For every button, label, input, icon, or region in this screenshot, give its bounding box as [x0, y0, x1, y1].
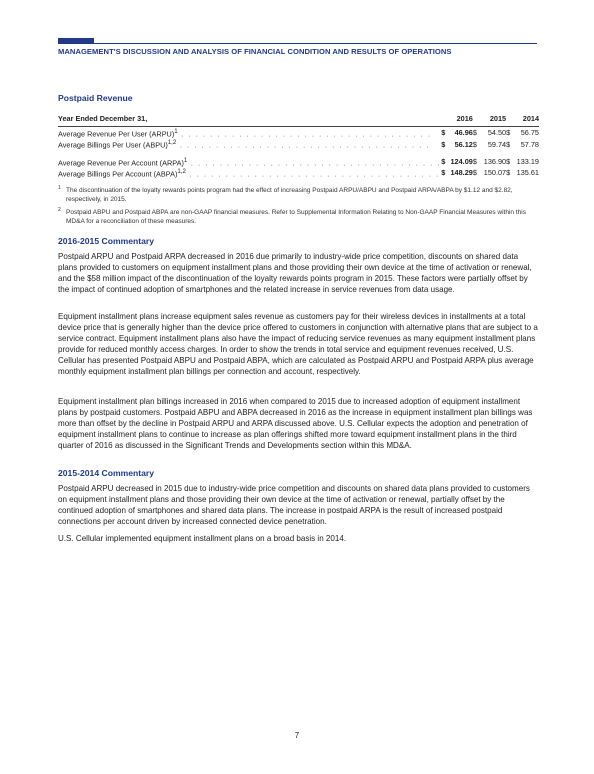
value-cell: 148.29 [450, 168, 473, 178]
currency-symbol: $ [506, 139, 511, 149]
table-row: Average Revenue Per Account (ARPA)$^1$ . . . . . . . . . . . . . . . . . . . . . . . . . . . . . . . . . . . $ 124.09 $ 136.90 $ 133.19 [58, 156, 539, 168]
value-cell: 57.78 [520, 139, 539, 149]
paragraph: Postpaid ARPU decreased in 2015 due to industry-wide price competition and discounts on shared data plans provided to customers on equipment installment plans and those providing their own device at the time of activation or renewal, partially offset by the continued adoption of smartphones and shared data plans. The increase in postpaid ARPA is the result of increased postpaid connections per account driven by increased connected device penetration. [58, 484, 530, 527]
row-label: Average Revenue Per Account (ARPA) [58, 158, 184, 168]
row-label: Average Revenue Per User (ARPU) [58, 129, 175, 139]
value-cell: 150.07 [483, 168, 507, 178]
currency-symbol: $ [472, 157, 477, 167]
currency-symbol: $ [441, 168, 446, 178]
paragraph: Postpaid ARPU and Postpaid ARPA decreased in 2016 due primarily to industry-wide price competition, discounts on shared data plans provided to customers on equipment installment plans and those providing their own device at the time of activation or renewal, and the $58 million impact of the discontinuation of the loyalty rewards points program in 2015. These factors were partially offset by the impact of continued adoption of smartphones and the related increase in service revenues from data usage. [58, 252, 532, 295]
year-header: 2016 [447, 112, 473, 127]
year-header: 2015 [479, 112, 507, 127]
footnote-text: The discontinuation of the loyalty rewards points program had the effect of increasing Postpaid ARPU/ABPU and Postpaid ARPA/ABPA by $1.12 and $2.82, respectively, in 2015. [66, 187, 513, 203]
footnote [58, 186, 538, 204]
footnote-text: Postpaid ABPU and Postpaid ABPA are non-GAAP financial measures. Refer to Supplemental Information Relating to Non-GAAP Financial Measures within this MD&A for a reconciliation of these measures. [66, 209, 526, 225]
paragraph: Equipment installment plan billings increased in 2016 when compared to 2015 due to increased adoption of equipment installment plans by postpaid customers. Postpaid ABPU and ABPA decreased in 2016 as the increase in equipment installment plan billings was more than offset by the decline in Postpaid ARPU and ARPA discussed above. U.S. Cellular expects the adoption and penetration of equipment installment plans to continue to increase as plan offerings shifted more toward equipment installment plans in the third quarter of 2016 as discussed in the Significant Trends and Developments section within this MD&A. [58, 397, 533, 451]
footnote-mark: 2 [58, 207, 61, 213]
paragraph: U.S. Cellular implemented equipment installment plans on a broad basis in 2014. [58, 534, 347, 543]
row-label: Average Billings Per Account (ABPA) [58, 169, 178, 179]
year-header: 2014 [512, 112, 539, 127]
row-footnote-mark: 1 [174, 128, 178, 135]
currency-symbol: $ [506, 128, 511, 138]
footnote [58, 208, 538, 226]
table-label-header: Year Ended December 31, [58, 112, 441, 127]
row-footnote-mark: 1 [183, 156, 188, 164]
footnote-mark: 1 [58, 185, 61, 191]
value-cell: 136.90 [483, 157, 507, 167]
value-cell: 133.19 [516, 157, 539, 167]
section-title: Postpaid Revenue [58, 93, 133, 103]
value-cell: 135.61 [516, 168, 539, 178]
table-header-row [58, 112, 539, 127]
value-cell: 124.09 [450, 157, 473, 167]
commentary-heading-2016: 2016-2015 Commentary [58, 236, 155, 246]
row-footnote-mark: 1,2 [167, 139, 177, 147]
currency-symbol: $ [441, 139, 446, 149]
value-cell: 54.50 [487, 128, 507, 138]
currency-symbol: $ [472, 128, 477, 138]
commentary-heading-2015: 2015-2014 Commentary [58, 468, 155, 478]
paragraph: Equipment installment plans increase equipment sales revenue as customers pay for their wireless devices in installments at a total device price that is generally higher than the device price offered to customers in conjunction with alternative plans that are subject to a service contract. Equipment installment plans also have the impact of reducing service revenues as many equipment installment plans provide for reduced monthly access charges. In order to show the trends in total service and equipment revenues received, U.S. Cellular has presented Postpaid ABPU and Postpaid ABPA, which are calculated as Postpaid ARPU and Postpaid ARPA plus average monthly equipment installment plan billings per connection and account, respectively. [58, 312, 538, 377]
currency-symbol: $ [506, 168, 511, 178]
row-label: Average Billings Per User (ABPU) [58, 140, 168, 150]
value-cell: 56.12 [454, 139, 473, 149]
value-cell: 56.75 [520, 128, 539, 138]
footnotes [58, 186, 538, 230]
row-footnote-mark: 1,2 [177, 168, 186, 176]
page-number: 7 [294, 731, 300, 740]
postpaid-revenue-table [58, 112, 539, 179]
header-rule [58, 43, 537, 44]
currency-symbol: $ [441, 157, 446, 167]
currency-symbol: $ [441, 128, 446, 138]
document-header: MANAGEMENT'S DISCUSSION AND ANALYSIS OF FINANCIAL CONDITION AND RESULTS OF OPERATIONS [58, 47, 452, 56]
currency-symbol: $ [472, 168, 477, 178]
table-row: Average Revenue Per User (ARPU)$^1$ . . . . . . . . . . . . . . . . . . . . . . . . . . . . . . . . . . . $ 46.96 $ 54.50 $ 56.75 [58, 128, 539, 139]
table-row: Average Billings Per Account (ABPA)$^{1,2}$ . . . . . . . . . . . . . . . . . . . . . . . . . . . . . . . . . . . $ 148.29 $ 150.07 $ 135.61 [58, 168, 539, 179]
value-cell: 59.74 [487, 139, 507, 149]
value-cell: 46.96 [454, 128, 473, 138]
table-row: Average Billings Per User (ABPU)$^{1,2}$ . . . . . . . . . . . . . . . . . . . . . . . . . . . . . . . . . . . $ 56.12 $ 59.74 $ 57.78 [58, 139, 539, 150]
currency-symbol: $ [472, 139, 477, 149]
currency-symbol: $ [506, 157, 511, 167]
